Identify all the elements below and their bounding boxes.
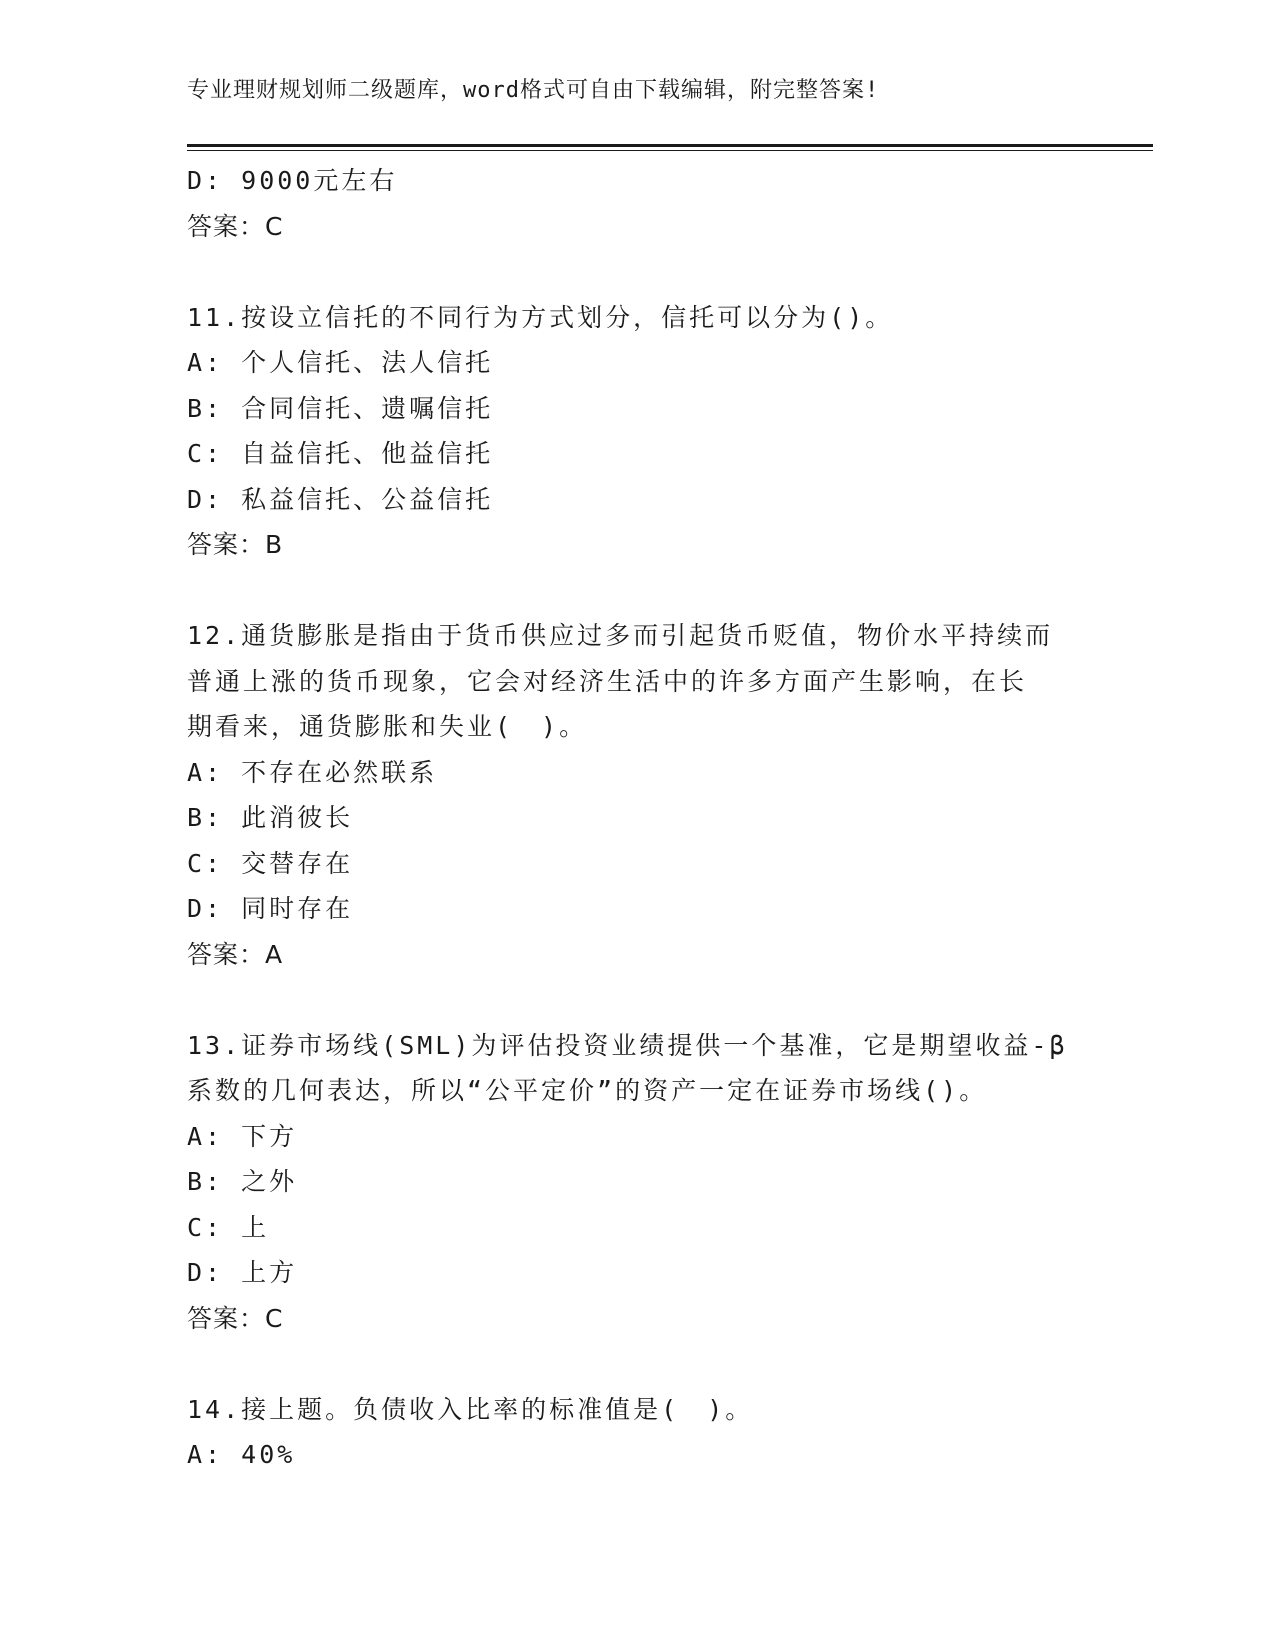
option-c: C: 自益信托、他益信托	[187, 439, 494, 468]
question-block	[187, 1387, 1067, 1478]
question-block	[187, 295, 1067, 568]
answer: 答案：C	[187, 211, 284, 241]
option-a: A: 40%	[187, 1440, 296, 1469]
option-d: D: 9000元左右	[187, 166, 398, 195]
answer: 答案：B	[187, 530, 284, 559]
option-a: A: 不存在必然联系	[187, 757, 438, 787]
option-d: D: 同时存在	[187, 894, 354, 923]
option-b: B: 此消彼长	[187, 803, 354, 832]
question-stem: 14.接上题。负债收入比率的标准值是( )。	[187, 1394, 754, 1424]
header-rule-thick	[187, 144, 1153, 147]
option-c: C: 交替存在	[187, 848, 354, 878]
option-a: A: 下方	[187, 1121, 298, 1151]
question-block	[187, 613, 1067, 977]
option-b: B: 合同信托、遗嘱信托	[187, 393, 494, 423]
question-stem: 13.证券市场线(SML)为评估投资业绩提供一个基准，它是期望收益-β	[187, 1030, 1068, 1060]
question-stem: 11.按设立信托的不同行为方式划分，信托可以分为()。	[187, 302, 894, 332]
option-a: A: 个人信托、法人信托	[187, 348, 494, 377]
question-stem: 12.通货膨胀是指由于货币供应过多而引起货币贬值，物价水平持续而	[187, 621, 1054, 650]
answer: 答案：C	[187, 1303, 284, 1333]
header-rule-thin	[187, 150, 1153, 151]
spacer	[187, 249, 1067, 295]
question-block	[187, 1023, 1067, 1342]
option-d: D: 上方	[187, 1258, 298, 1287]
option-d: D: 私益信托、公益信托	[187, 484, 494, 514]
spacer	[187, 1341, 1067, 1387]
question-stem: 期看来，通货膨胀和失业( )。	[187, 712, 588, 741]
question-stem: 普通上涨的货币现象，它会对经济生活中的许多方面产生影响，在长	[187, 666, 1028, 696]
option-c: C: 上	[187, 1212, 270, 1242]
spacer	[187, 977, 1067, 1023]
page-header: 专业理财规划师二级题库，word格式可自由下载编辑，附完整答案!	[187, 78, 880, 103]
question-content	[187, 158, 1067, 1478]
option-b: B: 之外	[187, 1167, 298, 1196]
answer: 答案：A	[187, 939, 284, 969]
question-stem: 系数的几何表达，所以“公平定价”的资产一定在证券市场线()。	[187, 1076, 988, 1105]
spacer	[187, 568, 1067, 614]
